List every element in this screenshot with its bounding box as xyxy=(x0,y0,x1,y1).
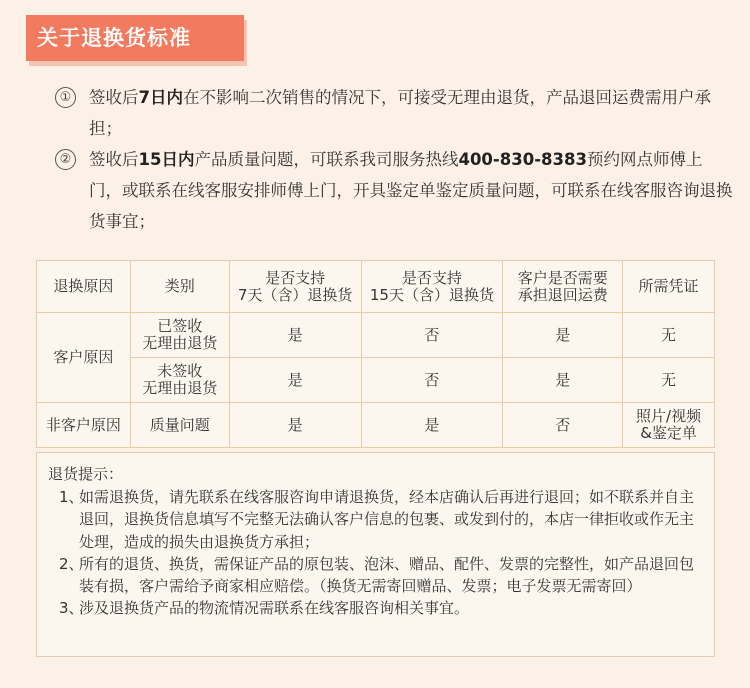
tip-number: 3、 xyxy=(59,599,84,618)
row-proof: 无 xyxy=(623,313,715,358)
tip-text: 所有的退货、换货，需保证产品的原包装、泡沫、赠品、配件、发票的完整性，如产品退回包装有损，客户需给予商家相应赔偿。（换货无需寄回赠品、发票；电子发票无需寄回） xyxy=(79,554,695,596)
row-freight: 否 xyxy=(503,403,623,448)
table-row xyxy=(37,403,715,448)
table-header-row xyxy=(37,261,715,313)
row-proof: 无 xyxy=(623,358,715,403)
point-1-highlight: 7日内 xyxy=(138,88,183,107)
tip-item-2 xyxy=(48,553,702,597)
return-standard-table xyxy=(36,260,715,448)
section-title: 关于退换货标准 xyxy=(26,15,244,61)
policy-point-2 xyxy=(55,144,735,237)
row-support-15: 否 xyxy=(361,358,503,403)
point-2-highlight: 15日内 xyxy=(138,150,195,169)
tip-item-3 xyxy=(48,597,702,619)
row-reason: 非客户原因 xyxy=(37,403,131,448)
row-support-15: 是 xyxy=(361,403,503,448)
row-category: 已签收 无理由退货 xyxy=(130,313,229,358)
tip-number: 2、 xyxy=(59,554,84,573)
service-hotline: 400-830-8383 xyxy=(458,150,587,169)
header-support-7-days: 是否支持 7天（含）退换货 xyxy=(229,261,361,313)
header-support-15-days: 是否支持 15天（含）退换货 xyxy=(361,261,503,313)
point-2-text-after: 预约网点师傅上门，或联系在线客服安排师傅上门，开具鉴定单鉴定质量问题，可联系在线客服咨询退换货事宜； xyxy=(89,150,733,231)
tip-item-1 xyxy=(48,486,702,553)
row-support-7: 是 xyxy=(229,358,361,403)
row-category: 未签收 无理由退货 xyxy=(130,358,229,403)
circled-number-2: ② xyxy=(55,149,76,170)
point-1-text-before: 签收后 xyxy=(89,88,139,107)
tip-text: 如需退换货，请先联系在线客服咨询申请退换货，经本店确认后再进行退回；如不联系并自主退回，退换货信息填写不完整无法确认客户信息的包裹、或发到付的，本店一律拒收或作无主处理，造成的损失由退换货方承担； xyxy=(79,488,695,551)
table-row xyxy=(37,313,715,358)
row-proof: 照片/视频 &鉴定单 xyxy=(623,403,715,448)
point-1-text-after: 在不影响二次销售的情况下，可接受无理由退货，产品退回运费需用户承担； xyxy=(89,88,711,138)
header-freight: 客户是否需要 承担退回运费 xyxy=(503,261,623,313)
row-freight: 是 xyxy=(503,358,623,403)
row-freight: 是 xyxy=(503,313,623,358)
header-category: 类别 xyxy=(130,261,229,313)
policy-point-1 xyxy=(55,82,735,144)
table-row xyxy=(37,358,715,403)
point-2-text-before: 签收后 xyxy=(89,150,139,169)
policy-points xyxy=(55,82,735,237)
tip-number: 1、 xyxy=(59,488,84,507)
row-support-7: 是 xyxy=(229,313,361,358)
row-support-7: 是 xyxy=(229,403,361,448)
row-reason: 客户原因 xyxy=(37,313,131,403)
header-reason: 退换原因 xyxy=(37,261,131,313)
row-support-15: 否 xyxy=(361,313,503,358)
tip-text: 涉及退换货产品的物流情况需联系在线客服咨询相关事宜。 xyxy=(79,599,470,618)
row-category: 质量问题 xyxy=(130,403,229,448)
circled-number-1: ① xyxy=(55,87,76,108)
tips-title: 退货提示： xyxy=(48,465,124,483)
header-proof: 所需凭证 xyxy=(623,261,715,313)
return-tips-box xyxy=(36,452,715,657)
point-2-text-middle: 产品质量问题，可联系我司服务热线 xyxy=(194,150,459,169)
